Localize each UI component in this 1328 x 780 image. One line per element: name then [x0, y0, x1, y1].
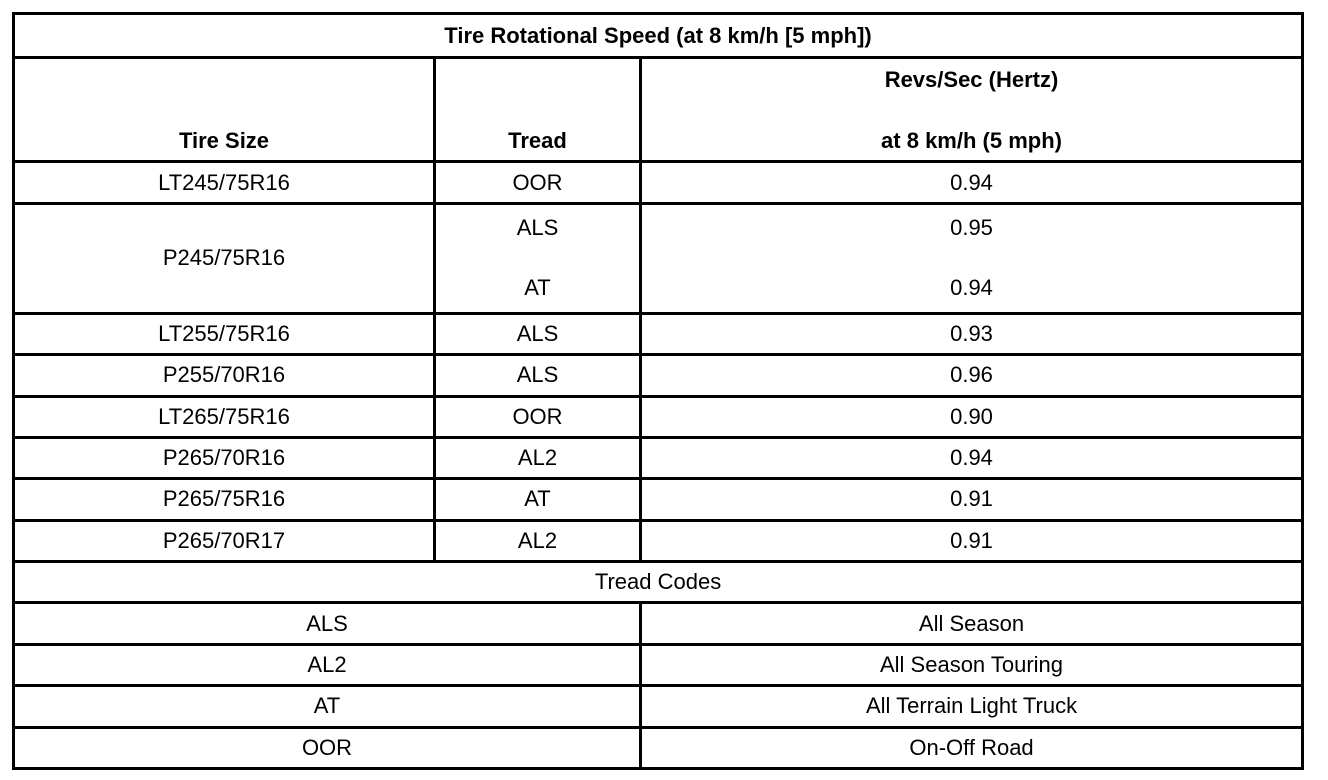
cell-tire-size: P265/75R16	[14, 479, 435, 520]
table-title-row	[14, 14, 1303, 58]
cell-revs	[641, 203, 1303, 313]
tread-code-description: All Season	[641, 603, 1303, 644]
cell-revs: 0.91	[641, 520, 1303, 561]
header-revs-line2: at 8 km/h (5 mph)	[881, 128, 1062, 154]
tread-code-description: All Season Touring	[641, 644, 1303, 685]
table-row	[14, 313, 1303, 354]
header-row	[14, 58, 1303, 162]
tread-codes-title: Tread Codes	[14, 562, 1303, 603]
cell-tire-size: P265/70R17	[14, 520, 435, 561]
tread-code: AL2	[14, 644, 641, 685]
table-title: Tire Rotational Speed (at 8 km/h [5 mph])	[14, 14, 1303, 58]
cell-tread	[435, 203, 641, 313]
cell-tread: AT	[435, 479, 641, 520]
cell-tire-size: P245/75R16	[14, 203, 435, 313]
cell-revs: 0.94	[641, 437, 1303, 478]
tread-code: OOR	[14, 727, 641, 769]
cell-revs: 0.91	[641, 479, 1303, 520]
cell-revs: 0.93	[641, 313, 1303, 354]
header-revs-line1: Revs/Sec (Hertz)	[884, 67, 1059, 93]
tread-codes-title-row	[14, 562, 1303, 603]
tread-code-row	[14, 644, 1303, 685]
table-row	[14, 355, 1303, 396]
table-row	[14, 396, 1303, 437]
cell-revs-value: 0.94	[950, 275, 993, 301]
tread-code: ALS	[14, 603, 641, 644]
table-row	[14, 162, 1303, 203]
cell-tread: AL2	[435, 437, 641, 478]
cell-tread-value: ALS	[516, 215, 559, 241]
cell-revs: 0.96	[641, 355, 1303, 396]
tread-code: AT	[14, 686, 641, 727]
header-tread: Tread	[435, 58, 641, 162]
cell-tire-size: LT265/75R16	[14, 396, 435, 437]
tread-code-row	[14, 727, 1303, 769]
cell-tire-size: LT245/75R16	[14, 162, 435, 203]
tire-speed-table	[12, 12, 1304, 770]
table-row	[14, 520, 1303, 561]
cell-tread: ALS	[435, 313, 641, 354]
header-revs	[641, 58, 1303, 162]
cell-tread: OOR	[435, 396, 641, 437]
header-tire-size: Tire Size	[14, 58, 435, 162]
cell-revs: 0.90	[641, 396, 1303, 437]
tread-code-row	[14, 686, 1303, 727]
table-row	[14, 437, 1303, 478]
tread-code-description: On-Off Road	[641, 727, 1303, 769]
cell-tread: OOR	[435, 162, 641, 203]
cell-tread-value: AT	[524, 275, 551, 301]
cell-tread: AL2	[435, 520, 641, 561]
cell-tire-size: P265/70R16	[14, 437, 435, 478]
cell-revs: 0.94	[641, 162, 1303, 203]
table-row	[14, 203, 1303, 313]
table-row	[14, 479, 1303, 520]
tread-code-row	[14, 603, 1303, 644]
cell-revs-value: 0.95	[950, 215, 993, 241]
cell-tire-size: LT255/75R16	[14, 313, 435, 354]
tread-code-description: All Terrain Light Truck	[641, 686, 1303, 727]
cell-tire-size: P255/70R16	[14, 355, 435, 396]
cell-tread: ALS	[435, 355, 641, 396]
